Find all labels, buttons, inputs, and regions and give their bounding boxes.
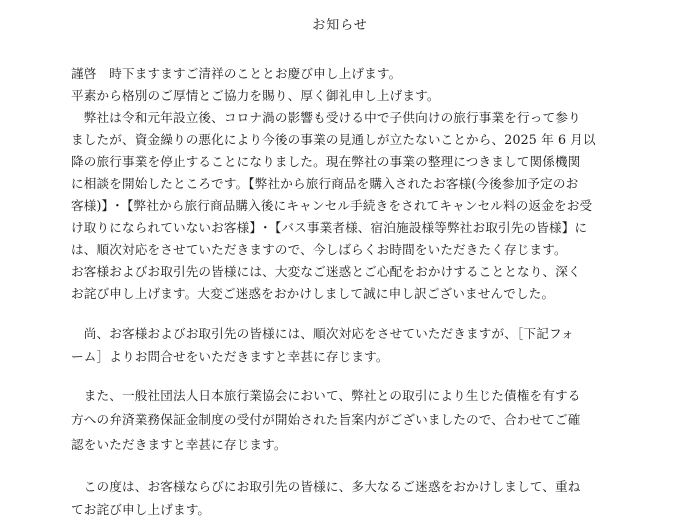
body-line: 謹啓 時下ますますご清祥のこととお慶び申し上げます。 [71, 66, 402, 81]
body-line: 客様)】･【弊社から旅行商品購入後にキャンセル手続きをされてキャンセル料の返金をお受 [71, 198, 593, 213]
body-line: け取りになられていないお客様】･【バス事業者様、宿泊施設様等弊社お取引先の皆様】に [71, 220, 588, 235]
body-line: 認をいただきますと幸甚に存じます。 [71, 437, 287, 452]
body-line: 方への弁済業務保証金制度の受付が開始された旨案内がございましたので、合わせてご確 [71, 412, 581, 427]
body-line: に相談を開始したところです。【弊社から旅行商品を購入されたお客様(今後参加予定のお [71, 176, 579, 191]
body-line: また、一般社団法人日本旅行業協会において、弊社との取引により生じた債権を有する [71, 388, 581, 403]
body-line: この度は、お客様ならびにお取引先の皆様に、多大なるご迷惑をおかけしまして、重ね [71, 479, 581, 494]
body-line: お詫び申し上げます。大変ご迷惑をおかけしまして誠に申し訳ございませんでした。 [71, 286, 555, 301]
body-line: ましたが、資金繰りの悪化により今後の事業の見通しが立たないことから、2025 年 6 月以 [71, 132, 596, 147]
body-line: 弊社は令和元年設立後、コロナ渦の影響も受ける中で子供向けの旅行事業を行って参り [71, 110, 581, 125]
body-line: 降の旅行事業を停止することになりました。現在弊社の事業の整理につきまして関係機関 [71, 154, 581, 169]
document-title: お知らせ [312, 18, 368, 33]
body-line: は、順次対応をさせていただきますので、今しばらくお時間をいただきたく存じます。 [71, 242, 567, 257]
body-line: 尚、お客様およびお取引先の皆様には、順次対応をさせていただきますが、［下記フォ [71, 326, 574, 341]
body-line: ーム］よりお問合せをいただきますと幸甚に存じます。 [71, 349, 389, 364]
body-line: お客様およびお取引先の皆様には、大変なご迷惑とご心配をおかけすることとなり、深く [71, 264, 581, 279]
body-line: 平素から格別のご厚情とご協力を賜り、厚く御礼申し上げます。 [71, 88, 440, 103]
body-line: てお詫び申し上げます。 [71, 502, 211, 517]
